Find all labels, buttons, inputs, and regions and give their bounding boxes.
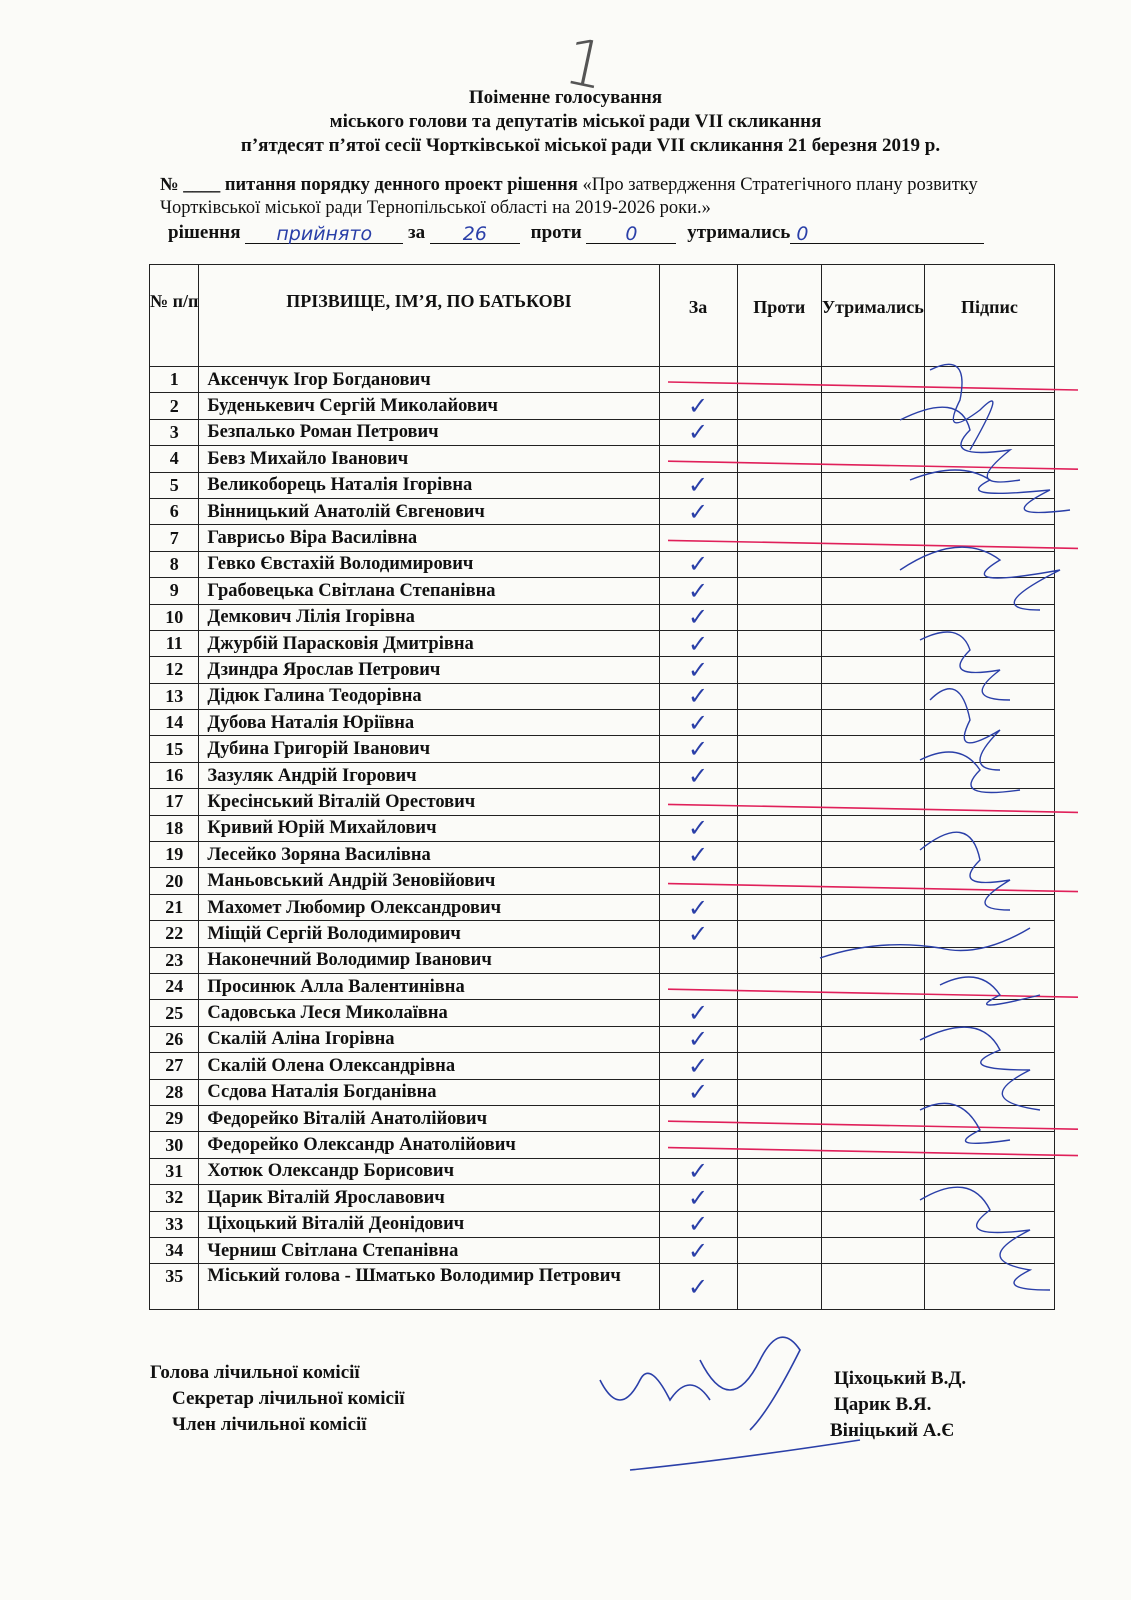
vote-against-cell <box>737 1132 821 1158</box>
row-name: Дубина Григорій Іванович <box>199 736 659 762</box>
row-number: 32 <box>150 1185 199 1211</box>
header-session: п’ятдесят п’ятої сесії Чортківської міської ради VІІ скликання 21 березня 2019 р. <box>240 135 941 156</box>
vote-abstain-cell <box>821 630 924 656</box>
table-row <box>150 604 1055 630</box>
vote-yes-cell: ✓ <box>659 1000 737 1026</box>
row-number: 2 <box>150 393 199 419</box>
vote-against-cell <box>737 657 821 683</box>
table-row <box>150 1211 1055 1237</box>
vote-against-cell <box>737 1026 821 1052</box>
table-row <box>150 446 1055 472</box>
vote-abstain-cell <box>821 1158 924 1184</box>
row-number: 30 <box>150 1132 199 1158</box>
for-count: 26 <box>430 223 520 244</box>
table-row <box>150 657 1055 683</box>
vote-against-cell <box>737 446 821 472</box>
table-row <box>150 393 1055 419</box>
question-prefix: № ____ питання порядку денного проект рішення <box>160 175 578 195</box>
signature-cell <box>924 472 1054 498</box>
signature-cell <box>924 578 1054 604</box>
vote-abstain-cell <box>821 736 924 762</box>
header-num: № п/п <box>150 265 199 367</box>
signature-cell <box>924 604 1054 630</box>
signature-cell <box>924 973 1054 999</box>
row-number: 27 <box>150 1053 199 1079</box>
table-row <box>150 1026 1055 1052</box>
row-number: 1 <box>150 367 199 393</box>
vote-abstain-cell <box>821 1237 924 1263</box>
vote-abstain-cell <box>821 1211 924 1237</box>
vote-yes-cell: ✓ <box>659 657 737 683</box>
signature-cell <box>924 1132 1054 1158</box>
page-number: 1 <box>557 24 613 106</box>
table-row <box>150 683 1055 709</box>
vote-yes-cell: ✓ <box>659 921 737 947</box>
row-number: 19 <box>150 842 199 868</box>
vote-abstain-cell <box>821 525 924 551</box>
table-row <box>150 710 1055 736</box>
row-name: Зазуляк Андрій Ігорович <box>199 762 659 788</box>
table-row <box>150 842 1055 868</box>
vote-yes-cell <box>659 525 737 551</box>
header-subtitle: міського голови та депутатів міської ради VІІ скликання <box>329 111 822 132</box>
agenda-question <box>160 174 1060 220</box>
row-name: Демкович Лілія Ігорівна <box>199 604 659 630</box>
vote-yes-cell <box>659 1132 737 1158</box>
row-name: Маньовський Андрій Зеновійович <box>199 868 659 894</box>
row-name: Ціхоцький Віталій Деонідович <box>199 1211 659 1237</box>
vote-abstain-cell <box>821 1079 924 1105</box>
table-row <box>150 789 1055 815</box>
signature-cell <box>924 736 1054 762</box>
table-row <box>150 630 1055 656</box>
table-row <box>150 1079 1055 1105</box>
question-text: «Про затвердження Стратегічного плану розвитку Чортківської міської ради Тернопільської області на 2019-2026 роки.» <box>160 175 978 218</box>
vote-abstain-cell <box>821 710 924 736</box>
signature-cell <box>924 525 1054 551</box>
row-number: 3 <box>150 419 199 445</box>
signature-cell <box>924 947 1054 973</box>
signature-cell <box>924 1185 1054 1211</box>
abstain-count: 0 <box>790 223 984 244</box>
table-row <box>150 762 1055 788</box>
vote-against-cell <box>737 604 821 630</box>
row-name: Скалій Олена Олександрівна <box>199 1053 659 1079</box>
vote-yes-cell: ✓ <box>659 762 737 788</box>
vote-yes-cell: ✓ <box>659 1211 737 1237</box>
vote-abstain-cell <box>821 393 924 419</box>
signature-cell <box>924 1026 1054 1052</box>
vote-abstain-cell <box>821 657 924 683</box>
vote-yes-cell: ✓ <box>659 1053 737 1079</box>
row-name: Федорейко Віталій Анатолійович <box>199 1105 659 1131</box>
document-header <box>0 86 1131 158</box>
header-yes: За <box>659 265 737 367</box>
vote-against-cell <box>737 842 821 868</box>
secretary-name: Царик В.Я. <box>834 1394 932 1415</box>
vote-yes-cell: ✓ <box>659 736 737 762</box>
vote-yes-cell: ✓ <box>659 842 737 868</box>
chair-label: Голова лічильної комісії <box>150 1362 360 1383</box>
vote-abstain-cell <box>821 921 924 947</box>
signature-cell <box>924 842 1054 868</box>
vote-abstain-cell <box>821 894 924 920</box>
vote-against-cell <box>737 762 821 788</box>
table-row <box>150 1053 1055 1079</box>
row-number: 11 <box>150 630 199 656</box>
table-row <box>150 1264 1055 1310</box>
vote-yes-cell: ✓ <box>659 604 737 630</box>
vote-abstain-cell <box>821 446 924 472</box>
chair-name: Ціхоцький В.Д. <box>834 1368 967 1389</box>
member-name: Вініцький А.Є <box>830 1420 955 1441</box>
row-name: Хотюк Олександр Борисович <box>199 1158 659 1184</box>
vote-against-cell <box>737 1237 821 1263</box>
row-number: 17 <box>150 789 199 815</box>
vote-against-cell <box>737 498 821 524</box>
row-number: 20 <box>150 868 199 894</box>
vote-against-cell <box>737 1079 821 1105</box>
row-number: 7 <box>150 525 199 551</box>
row-number: 4 <box>150 446 199 472</box>
vote-against-cell <box>737 1211 821 1237</box>
vote-against-cell <box>737 393 821 419</box>
vote-abstain-cell <box>821 868 924 894</box>
row-number: 35 <box>150 1264 199 1310</box>
row-number: 26 <box>150 1026 199 1052</box>
row-name: Садовська Леся Миколаївна <box>199 1000 659 1026</box>
vote-against-cell <box>737 894 821 920</box>
vote-abstain-cell <box>821 472 924 498</box>
row-number: 14 <box>150 710 199 736</box>
row-name: Вінницький Анатолій Євгенович <box>199 498 659 524</box>
vote-yes-cell: ✓ <box>659 393 737 419</box>
vote-abstain-cell <box>821 1000 924 1026</box>
vote-abstain-cell <box>821 789 924 815</box>
vote-against-cell <box>737 1264 821 1310</box>
vote-against-cell <box>737 630 821 656</box>
vote-against-cell <box>737 367 821 393</box>
row-number: 28 <box>150 1079 199 1105</box>
row-number: 23 <box>150 947 199 973</box>
row-name: Царик Віталій Ярославович <box>199 1185 659 1211</box>
vote-against-cell <box>737 525 821 551</box>
row-number: 18 <box>150 815 199 841</box>
abstain-label: утримались <box>687 222 791 243</box>
table-row <box>150 419 1055 445</box>
vote-yes-cell: ✓ <box>659 472 737 498</box>
header-title: Поіменне голосування <box>468 87 663 108</box>
row-name: Федорейко Олександр Анатолійович <box>199 1132 659 1158</box>
commission-signature <box>700 1337 800 1430</box>
vote-abstain-cell <box>821 578 924 604</box>
row-number: 15 <box>150 736 199 762</box>
table-row <box>150 1237 1055 1263</box>
vote-yes-cell: ✓ <box>659 1185 737 1211</box>
signature-cell <box>924 1211 1054 1237</box>
vote-yes-cell: ✓ <box>659 815 737 841</box>
vote-yes-cell <box>659 947 737 973</box>
row-name: Скалій Аліна Ігорівна <box>199 1026 659 1052</box>
vote-abstain-cell <box>821 842 924 868</box>
row-name: Гевко Євстахій Володимирович <box>199 551 659 577</box>
vote-yes-cell: ✓ <box>659 1158 737 1184</box>
signature-cell <box>924 1105 1054 1131</box>
commission-signature <box>600 1373 710 1400</box>
vote-abstain-cell <box>821 1053 924 1079</box>
row-number: 25 <box>150 1000 199 1026</box>
row-number: 33 <box>150 1211 199 1237</box>
table-row <box>150 921 1055 947</box>
vote-yes-cell: ✓ <box>659 1026 737 1052</box>
against-label: проти <box>530 222 582 243</box>
commission-signature <box>630 1440 860 1470</box>
row-name: Просинюк Алла Валентинівна <box>199 973 659 999</box>
row-number: 8 <box>150 551 199 577</box>
vote-against-cell <box>737 1000 821 1026</box>
signature-cell <box>924 393 1054 419</box>
signature-cell <box>924 446 1054 472</box>
vote-yes-cell: ✓ <box>659 710 737 736</box>
signature-cell <box>924 1053 1054 1079</box>
signature-cell <box>924 894 1054 920</box>
vote-yes-cell: ✓ <box>659 578 737 604</box>
table-row <box>150 551 1055 577</box>
signature-cell <box>924 1000 1054 1026</box>
row-name: Кривий Юрій Михайлович <box>199 815 659 841</box>
vote-against-cell <box>737 683 821 709</box>
table-row <box>150 1132 1055 1158</box>
row-number: 10 <box>150 604 199 630</box>
row-name: Міщій Сергій Володимирович <box>199 921 659 947</box>
vote-yes-cell <box>659 789 737 815</box>
table-row <box>150 1158 1055 1184</box>
signature-cell <box>924 815 1054 841</box>
row-name: Дубова Наталія Юріївна <box>199 710 659 736</box>
table-row <box>150 1105 1055 1131</box>
against-count: 0 <box>586 223 676 244</box>
signature-cell <box>924 1264 1054 1310</box>
row-number: 29 <box>150 1105 199 1131</box>
vote-abstain-cell <box>821 604 924 630</box>
row-name: Безпалько Роман Петрович <box>199 419 659 445</box>
vote-against-cell <box>737 921 821 947</box>
row-name: Лесейко Зоряна Василівна <box>199 842 659 868</box>
table-row <box>150 367 1055 393</box>
vote-abstain-cell <box>821 683 924 709</box>
signature-cell <box>924 1237 1054 1263</box>
row-number: 5 <box>150 472 199 498</box>
vote-against-cell <box>737 1185 821 1211</box>
row-name: Великоборець Наталія Ігорівна <box>199 472 659 498</box>
signature-cell <box>924 630 1054 656</box>
row-name: Махомет Любомир Олександрович <box>199 894 659 920</box>
vote-against-cell <box>737 1105 821 1131</box>
row-number: 16 <box>150 762 199 788</box>
vote-against-cell <box>737 973 821 999</box>
vote-yes-cell: ✓ <box>659 894 737 920</box>
signature-cell <box>924 710 1054 736</box>
signature-cell <box>924 921 1054 947</box>
header-no: Проти <box>737 265 821 367</box>
vote-against-cell <box>737 710 821 736</box>
for-label: за <box>408 222 426 243</box>
vote-against-cell <box>737 551 821 577</box>
row-name: Бевз Михайло Іванович <box>199 446 659 472</box>
decision-line <box>168 222 1048 244</box>
vote-against-cell <box>737 947 821 973</box>
row-number: 24 <box>150 973 199 999</box>
signature-cell <box>924 789 1054 815</box>
signature-cell <box>924 551 1054 577</box>
vote-abstain-cell <box>821 1105 924 1131</box>
row-number: 6 <box>150 498 199 524</box>
signature-cell <box>924 868 1054 894</box>
vote-abstain-cell <box>821 367 924 393</box>
table-header-row <box>150 265 1055 367</box>
vote-abstain-cell <box>821 815 924 841</box>
signature-cell <box>924 1079 1054 1105</box>
vote-yes-cell: ✓ <box>659 551 737 577</box>
vote-against-cell <box>737 736 821 762</box>
vote-yes-cell <box>659 367 737 393</box>
decision-result: прийнято <box>245 223 403 244</box>
row-name: Дзиндра Ярослав Петрович <box>199 657 659 683</box>
row-number: 22 <box>150 921 199 947</box>
header-abstain: Утримались <box>821 265 924 367</box>
secretary-label: Секретар лічильної комісії <box>172 1388 405 1409</box>
table-row <box>150 525 1055 551</box>
row-number: 12 <box>150 657 199 683</box>
signature-cell <box>924 683 1054 709</box>
vote-against-cell <box>737 1053 821 1079</box>
vote-abstain-cell <box>821 419 924 445</box>
vote-abstain-cell <box>821 762 924 788</box>
row-name: Буденькевич Сергій Миколайович <box>199 393 659 419</box>
signature-cell <box>924 498 1054 524</box>
row-name: Міський голова - Шматько Володимир Петрович <box>199 1264 659 1310</box>
row-name: Дідюк Галина Теодорівна <box>199 683 659 709</box>
row-name: Аксенчук Ігор Богданович <box>199 367 659 393</box>
vote-abstain-cell <box>821 1026 924 1052</box>
row-number: 13 <box>150 683 199 709</box>
vote-yes-cell <box>659 868 737 894</box>
table-row <box>150 947 1055 973</box>
table-row <box>150 973 1055 999</box>
row-name: Грабовецька Світлана Степанівна <box>199 578 659 604</box>
vote-yes-cell: ✓ <box>659 1079 737 1105</box>
row-number: 34 <box>150 1237 199 1263</box>
row-number: 21 <box>150 894 199 920</box>
vote-yes-cell: ✓ <box>659 630 737 656</box>
vote-abstain-cell <box>821 1185 924 1211</box>
row-name: Черниш Світлана Степанівна <box>199 1237 659 1263</box>
vote-abstain-cell <box>821 947 924 973</box>
decision-label: рішення <box>168 222 241 243</box>
table-row <box>150 1000 1055 1026</box>
vote-against-cell <box>737 472 821 498</box>
signature-cell <box>924 657 1054 683</box>
signature-cell <box>924 762 1054 788</box>
vote-yes-cell <box>659 1105 737 1131</box>
signature-cell <box>924 367 1054 393</box>
table-row <box>150 498 1055 524</box>
vote-against-cell <box>737 789 821 815</box>
vote-yes-cell: ✓ <box>659 1237 737 1263</box>
row-number: 9 <box>150 578 199 604</box>
vote-yes-cell: ✓ <box>659 1264 737 1310</box>
row-number: 31 <box>150 1158 199 1184</box>
row-name: Ссдова Наталія Богданівна <box>199 1079 659 1105</box>
vote-against-cell <box>737 1158 821 1184</box>
header-sign: Підпис <box>924 265 1054 367</box>
vote-yes-cell: ✓ <box>659 683 737 709</box>
table-row <box>150 578 1055 604</box>
table-row <box>150 815 1055 841</box>
row-name: Кресінський Віталій Орестович <box>199 789 659 815</box>
row-name: Гаврисьо Віра Василівна <box>199 525 659 551</box>
vote-abstain-cell <box>821 973 924 999</box>
vote-abstain-cell <box>821 551 924 577</box>
member-label: Член лічильної комісії <box>172 1414 367 1435</box>
table-row <box>150 736 1055 762</box>
vote-abstain-cell <box>821 1264 924 1310</box>
row-name: Джурбій Парасковія Дмитрівна <box>199 630 659 656</box>
table-row <box>150 894 1055 920</box>
vote-yes-cell: ✓ <box>659 419 737 445</box>
vote-yes-cell: ✓ <box>659 498 737 524</box>
row-name: Наконечний Володимир Іванович <box>199 947 659 973</box>
table-row <box>150 472 1055 498</box>
table-row <box>150 868 1055 894</box>
vote-yes-cell <box>659 446 737 472</box>
table-row <box>150 1185 1055 1211</box>
vote-against-cell <box>737 578 821 604</box>
vote-yes-cell <box>659 973 737 999</box>
vote-abstain-cell <box>821 1132 924 1158</box>
vote-against-cell <box>737 815 821 841</box>
vote-table <box>149 264 1055 1310</box>
signature-cell <box>924 419 1054 445</box>
signature-cell <box>924 1158 1054 1184</box>
vote-against-cell <box>737 868 821 894</box>
vote-abstain-cell <box>821 498 924 524</box>
header-name: ПРІЗВИЩЕ, ІМ’Я, ПО БАТЬКОВІ <box>199 265 659 367</box>
vote-against-cell <box>737 419 821 445</box>
